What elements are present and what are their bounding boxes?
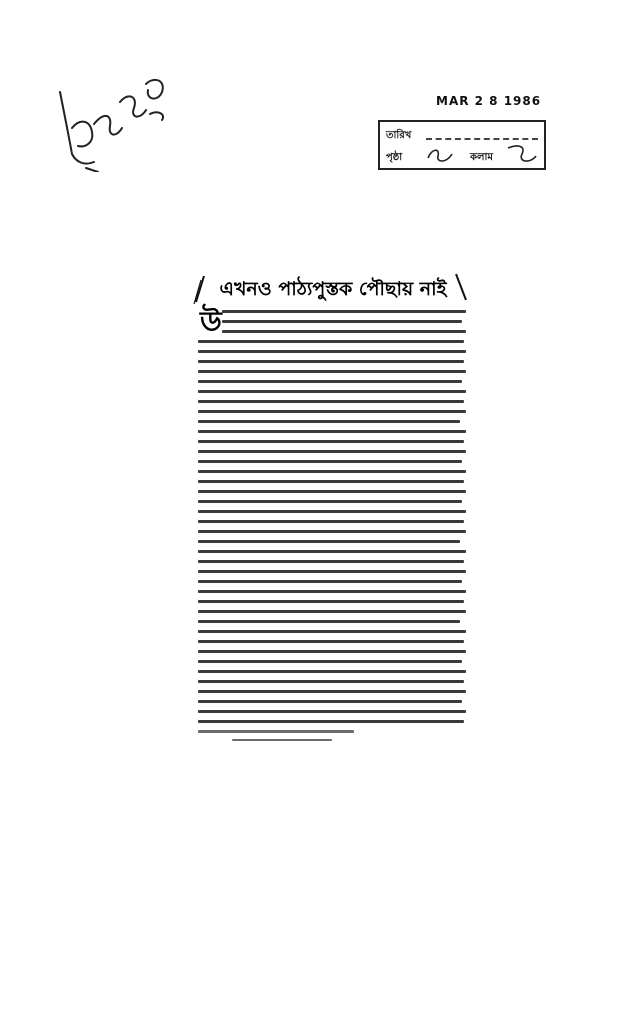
clipping-right-mark-icon [454,272,468,302]
body-line [198,620,460,623]
article-body [192,306,468,742]
body-line [198,490,466,493]
body-line [198,710,466,713]
body-line [198,550,466,553]
body-line [198,580,462,583]
article-drop-cap: উ [200,305,222,338]
body-line [198,510,466,513]
body-line [198,530,466,533]
article-headline: এখনও পাঠ্যপুস্তক পৌছায় নাই [219,278,447,300]
body-line [198,690,466,693]
body-line [198,430,466,433]
body-line [198,470,466,473]
body-line [198,650,466,653]
body-line [198,720,464,723]
date-stamp: MAR 2 8 1986 [436,94,542,108]
body-line [198,590,466,593]
body-line [198,570,466,573]
body-line [198,730,354,733]
body-line [198,400,464,403]
body-line [198,640,464,643]
body-line [198,520,464,523]
body-line [198,350,466,353]
body-line [198,700,462,703]
handwritten-page-number-icon [422,144,462,166]
body-line [198,410,466,413]
body-line [198,560,464,563]
body-line [198,360,464,363]
stamp-date-blank [426,138,538,140]
body-line [198,540,460,543]
body-line [198,660,462,663]
body-line [198,370,466,373]
body-line [222,330,466,333]
body-line [198,390,466,393]
body-line [198,630,466,633]
body-line [198,460,462,463]
body-line [222,310,466,313]
body-line [198,420,460,423]
file-stamp [378,120,546,170]
body-line [198,340,464,343]
body-line [198,450,466,453]
stamp-page-row [386,148,538,168]
body-line [198,600,464,603]
body-line [198,380,462,383]
body-line [198,680,464,683]
handwritten-column-number-icon [504,142,540,166]
body-line [222,320,462,323]
stamp-column-label: কলাম [470,152,493,163]
stamp-page-label: পৃষ্ঠা [386,152,403,163]
body-line [198,480,464,483]
body-line [198,670,466,673]
body-line [232,739,332,741]
body-line [198,500,462,503]
newspaper-clipping [192,270,468,742]
stamp-date-label: তারিখ [386,130,412,141]
handwritten-note-icon [50,62,180,172]
body-line [198,610,466,613]
body-line [198,440,464,443]
